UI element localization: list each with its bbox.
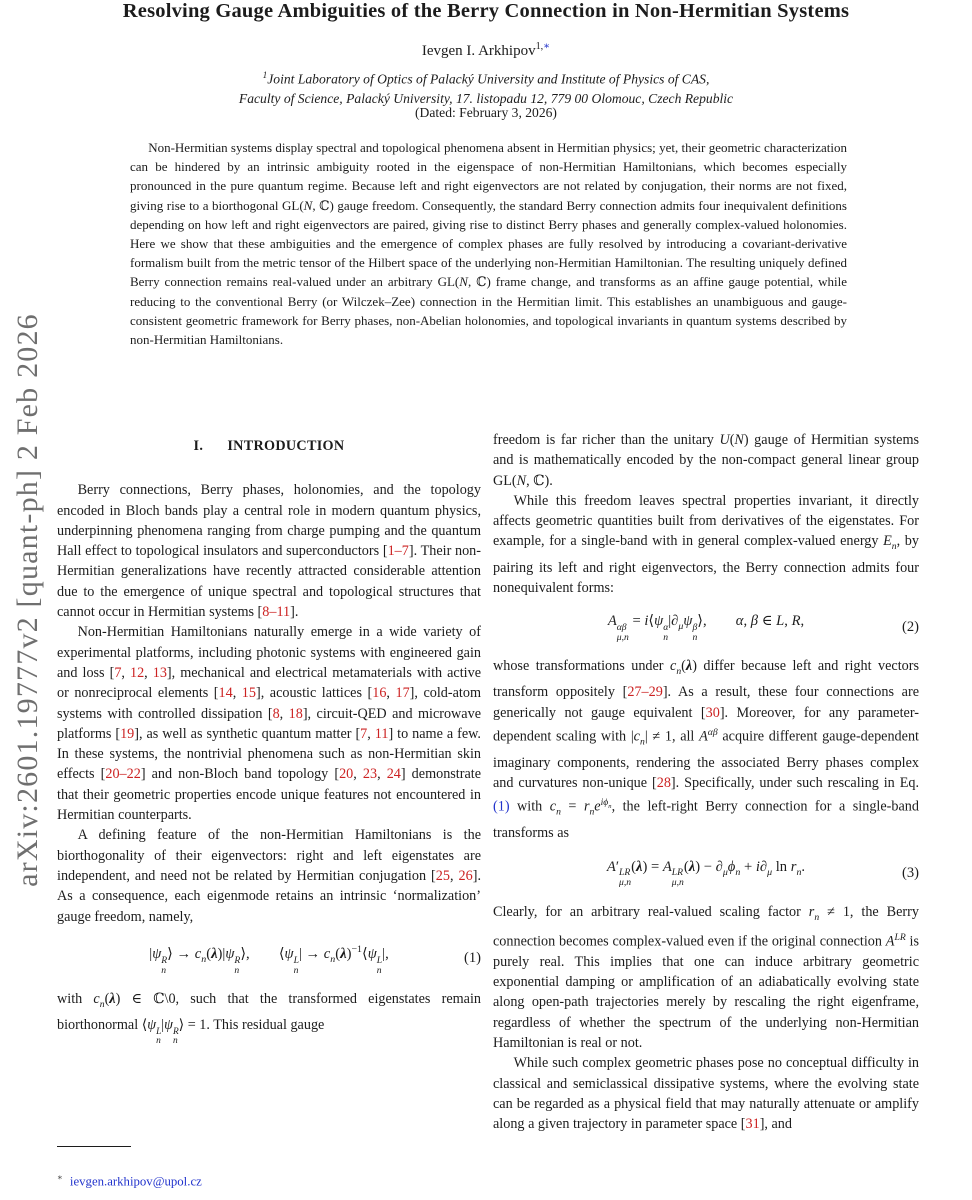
citation-link[interactable]: 20: [339, 766, 354, 783]
arxiv-watermark: arXiv:2601.19777v2 [quant-ph] 2 Feb 2026: [11, 313, 44, 887]
author-footnote-star[interactable]: ∗: [543, 41, 551, 52]
paragraph-3: A defining feature of the non-Hermitian Hamiltonians is the biorthogonality of their eigenvectors: right and left eigenstates are independent, and need not be related by Hermitian conjugation [25, 26]. As a consequence, each eigenmode retains an intrinsic ‘normalization’ gauge freedom, namely,: [57, 827, 481, 925]
citation-link[interactable]: 31: [745, 1116, 760, 1133]
paragraph-6: While this freedom leaves spectral properties invariant, it directly affects geometric quantities built from derivatives of the eigenstates. For example, for a single-band with in general complex-valued energy $E_n$, by pairing its left and right eigenvectors, the Berry connection admits four nonequivalent forms:: [493, 492, 919, 596]
paper-title: Resolving Gauge Ambiguities of the Berry Connection in Non-Hermitian Systems: [122, 0, 850, 22]
citation-link[interactable]: 27–29: [627, 684, 663, 701]
affiliation-line-2: Faculty of Science, Palacký University, 17. listopadu 12, 779 00 Olomouc, Czech Republic: [238, 91, 734, 107]
citation-link[interactable]: 25: [435, 867, 450, 884]
section-heading: [57, 436, 481, 456]
paragraph-9: While such complex geometric phases pose no conceptual difficulty in classical and semiclassical dissipative systems, where the evolving state can be regarded as a physical field that may naturally attenuate or amplify along a given trajectory in parameter space [31], and: [493, 1055, 919, 1133]
equation-ref-link[interactable]: (1): [493, 799, 510, 816]
author-name: Ievgen I. Arkhipov: [421, 43, 536, 59]
citation-link[interactable]: 19: [120, 725, 135, 742]
paragraph-1: Berry connections, Berry phases, holonomies, and the topology encoded in Bloch bands play a central role in modern quantum physics, underpinning phenomena ranging from charge pumping and the quantum Hall effect to topological insulators and superconductors [1–7]. Their non-Hermitian generalizations have recently attracted considerable attention due to the emergence of unique spectral and topological structures that cannot occur in Hermitian systems [8–11].: [57, 482, 481, 621]
author-line: [0, 41, 972, 60]
affiliation-block: [0, 66, 972, 109]
equation-3-body: A′ LR μ,n (λ) = A LR μ,n $(\lambda) - \partial_\mu\phi_n + i\partial_\mu$ $\ln r_n$.: [606, 858, 806, 889]
section-number: I.: [193, 438, 204, 454]
citation-link[interactable]: 18: [288, 705, 303, 722]
citation-link[interactable]: 15: [241, 685, 256, 702]
equation-1: [57, 940, 481, 976]
paragraph-7: whose transformations under $c_n(\lambda)$ differ because left and right vectors transform oppositely [27–29]. As a result, these four connections are generically not gauge equivalent [30]. Moreover, for any parameter-dependent scaling with $|c_n| \ne 1$, all $A^{\alpha\beta}$ acquire different gauge-dependent imaginary components, rendering the associated Berry phases complex and curvatures non-unique [28]. Specifically, under such rescaling in Eq. (1) with $c_n = r_ne^{i\phi_n}$, the left-right Berry connection for a single-band transforms as: [493, 658, 919, 842]
paragraph-5: freedom is far richer than the unitary U(N) gauge of Hermitian systems and is mathematically encoded by the non-compact general linear group GL(N, ℂ).: [493, 432, 919, 489]
equation-3-number: (3): [901, 864, 919, 881]
affiliation-line-1: [0, 66, 972, 89]
left-column: [57, 430, 481, 1138]
equation-1-body: |ψ R n ⟩ → $c_n(\lambda)|\psi$ R n ⟩, ⟨ψ L n | → $c_n(\lambda)^{-1}⟨\psi$ L n |,: [149, 943, 389, 976]
paragraph-8: Clearly, for an arbitrary real-valued scaling factor $r_n \ne 1$, the Berry connection becomes complex-valued even if the original connection $A^{LR}$ is purely real. This implies that one can induce arbitrary geometric exponential damping or amplification of an adiabatically evolving state along open-path trajectories merely by rescaling the right eigenframe, regardless of whether the spectrum of the underlying non-Hermitian Hamiltonian is real or not.: [493, 903, 919, 1051]
equation-2: [493, 611, 919, 643]
equation-1-number: (1): [463, 949, 481, 966]
citation-link[interactable]: 1–7: [387, 543, 409, 560]
citation-link[interactable]: 12: [129, 664, 145, 681]
affiliation-sup: 1: [262, 70, 268, 80]
citation-link[interactable]: 11: [374, 725, 389, 742]
affiliation-text-1: Joint Laboratory of Optics of Palacký University and Institute of Physics of CAS,: [267, 71, 710, 87]
citation-link[interactable]: 26: [458, 867, 473, 884]
citation-link[interactable]: 7: [360, 725, 368, 742]
right-column: [493, 430, 919, 1200]
citation-link[interactable]: 7: [114, 664, 122, 681]
paragraph-2: Non-Hermitian Hamiltonians naturally emerge in a wide variety of experimental platforms, including photonic systems with engineered gain and loss [7, 12, 13], mechanical and electrical metamaterials with active or nonreciprocal elements [14, 15], acoustic lattices [16, 17], cold-atom systems with controlled dissipation [8, 18], circuit-QED and microwave platforms [19], as well as synthetic quantum matter [7, 11] to name a few. In these systems, the nontrivial phenomena such as non-Hermitian skin effects [20–22] and non-Bloch band topology [20, 23, 24] demonstrate that their geometric properties encode unique features not encountered in Hermitian counterparts.: [57, 624, 481, 824]
citation-link[interactable]: 8: [272, 705, 280, 722]
footnote-marker: ∗: [57, 1172, 63, 1182]
date-line: (Dated: February 3, 2026): [415, 105, 557, 120]
equation-2-number: (2): [901, 619, 919, 636]
citation-link[interactable]: 13: [152, 664, 167, 681]
author-affil-mark: 1,: [535, 41, 544, 52]
citation-link[interactable]: 16: [372, 685, 387, 702]
citation-link[interactable]: 23: [362, 766, 378, 783]
equation-3: [493, 857, 919, 889]
paragraph-4: with $c_n(\lambda)$ ∈ ℂ\0, such that the transformed eigenstates remain biorthonormal ⟨ψ L n |ψ R n ⟩ = 1. This residual gauge: [57, 990, 481, 1047]
citation-link[interactable]: 30: [705, 704, 720, 721]
abstract: Non-Hermitian systems display spectral and topological phenomena absent in Hermitian physics; yet, their geometric characterization can be hindered by an intrinsic ambiguity rooted in the eigenspace of non-Hermitian Hamiltonians, which becomes especially pronounced in the pure quantum regime. Because left and right eigenvectors are not related by conjugation, their norms are not fixed, giving rise to a biorthogonal GL(N, ℂ) gauge freedom. Consequently, the standard Berry connection admits four inequivalent definitions depending on how left and right eigenvectors are paired, giving rise to distinct Berry phases and generally complex-valued holonomies. Here we show that these ambiguities and the emergence of complex phases are fully resolved by introducing a covariant-derivative formalism built from the metric tensor of the Hilbert space of the underlying non-Hermitian Hamiltonian. The resulting uniquely defined Berry connection remains real-valued under an arbitrary GL(N, ℂ) frame change, and transforms as an affine gauge potential, while reducing to the conventional Berry (or Wilczek–Zee) connection in the Hermitian limit. This establishes an unambiguous and gauge-consistent geometric framework for Berry phases, non-Abelian holonomies, and topological invariants in quantum systems described by non-Hermitian Hamiltonians.: [130, 140, 848, 348]
section-title: INTRODUCTION: [227, 438, 345, 454]
citation-link[interactable]: 17: [395, 685, 410, 702]
footnote: [57, 1172, 481, 1189]
footnote-rule: [57, 1146, 131, 1147]
citation-link[interactable]: 24: [386, 766, 401, 783]
citation-link[interactable]: 28: [656, 775, 671, 792]
citation-link[interactable]: 8–11: [262, 604, 291, 621]
email-link[interactable]: ievgen.arkhipov@upol.cz: [69, 1174, 202, 1189]
citation-link[interactable]: 20–22: [105, 766, 141, 783]
equation-2-body: A αβ μ,n = i⟨ψ α n $|\partial_\mu\psi$ β n ⟩, α, β ∈ L, R,: [607, 613, 805, 644]
citation-link[interactable]: 14: [218, 685, 233, 702]
